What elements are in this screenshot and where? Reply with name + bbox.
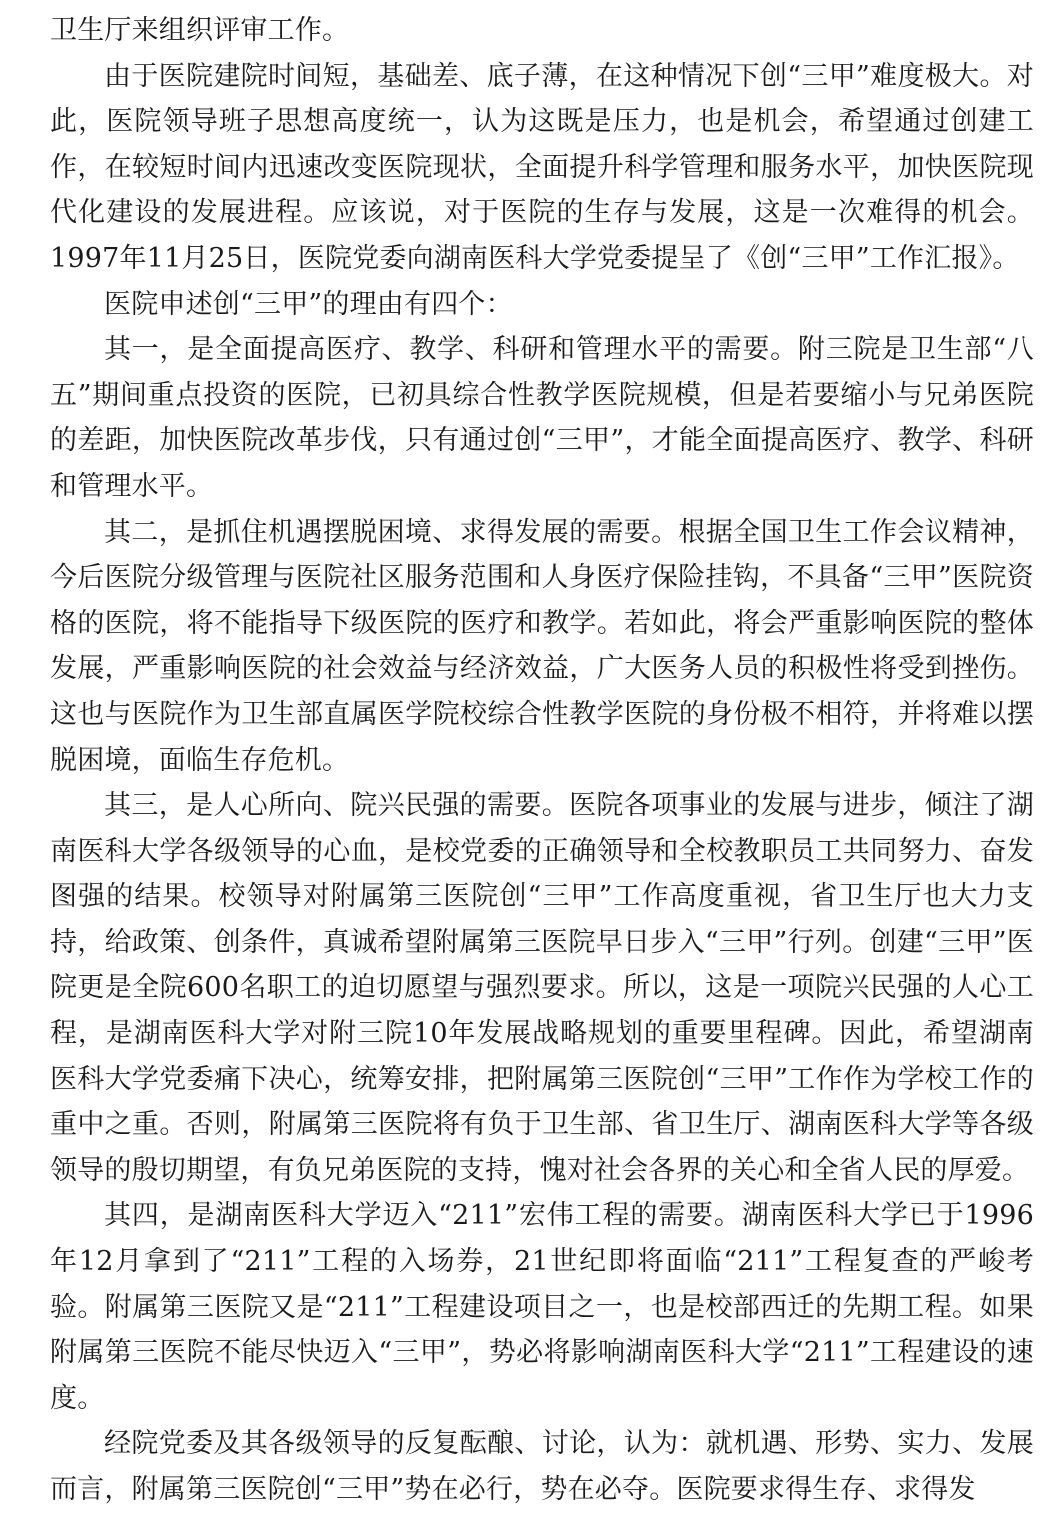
paragraph-5: 其二，是抓住机遇摆脱困境、求得发展的需要。根据全国卫生工作会议精神，今后医院分级管理与医院社区服务范围和人身医疗保险挂钩，不具备“三甲”医院资格的医院，将不能指导下级医院的医疗和教学。若如此，将会严重影响医院的整体发展，严重影响医院的社会效益与经济效益，广大医务人员的积极性将受到挫伤。这也与医院作为卫生部直属医学院校综合性教学医院的身份极不相符，并将难以摆脱困境，面临生存危机。 [50, 516, 1034, 776]
page-body [50, 8, 1034, 1513]
paragraph-4: 其一，是全面提高医疗、教学、科研和管理水平的需要。附三院是卫生部“八五”期间重点投资的医院，已初具综合性教学医院规模，但是若要缩小与兄弟医院的差距，加快医院改革步伐，只有通过创“三甲”，才能全面提高医疗、教学、科研和管理水平。 [50, 334, 1034, 502]
paragraph-6: 其三，是人心所向、院兴民强的需要。医院各项事业的发展与进步，倾注了湖南医科大学各级领导的心血，是校党委的正确领导和全校教职员工共同努力、奋发图强的结果。校领导对附属第三医院创“三甲”工作高度重视，省卫生厅也大力支持，给政策、创条件，真诚希望附属第三医院早日步入“三甲”行列。创建“三甲”医院更是全院600名职工的迫切愿望与强烈要求。所以，这是一项院兴民强的人心工程，是湖南医科大学对附三院10年发展战略规划的重要里程碑。因此，希望湖南医科大学党委痛下决心，统筹安排，把附属第三医院创“三甲”工作作为学校工作的重中之重。否则，附属第三医院将有负于卫生部、省卫生厅、湖南医科大学等各级领导的殷切期望，有负兄弟医院的支持，愧对社会各界的关心和全省人民的厚爱。 [50, 790, 1034, 1186]
paragraph-1: 卫生厅来组织评审工作。 [50, 15, 350, 46]
paragraph-7: 其四，是湖南医科大学迈入“211”宏伟工程的需要。湖南医科大学已于1996年12月拿到了“211”工程的入场券，21世纪即将面临“211”工程复查的严峻考验。附属第三医院又是“211”工程建设项目之一，也是校部西迁的先期工程。如果附属第三医院不能尽快迈入“三甲”，势必将影响湖南医科大学“211”工程建设的速度。 [50, 1200, 1034, 1414]
paragraph-3: 医院申述创“三甲”的理由有四个： [104, 288, 513, 320]
paragraph-2: 由于医院建院时间短，基础差、底子薄，在这种情况下创“三甲”难度极大。对此，医院领导班子思想高度统一，认为这既是压力，也是机会，希望通过创建工作，在较短时间内迅速改变医院现状，全面提升科学管理和服务水平，加快医院现代化建设的发展进程。应该说，对于医院的生存与发展，这是一次难得的机会。1997年11月25日，医院党委向湖南医科大学党委提呈了《创“三甲”工作汇报》。 [50, 60, 1034, 274]
paragraph-8: 经院党委及其各级领导的反复酝酿、讨论，认为：就机遇、形势、实力、发展而言，附属第三医院创“三甲”势在必行，势在必夺。医院要求得生存、求得发 [50, 1428, 1034, 1505]
